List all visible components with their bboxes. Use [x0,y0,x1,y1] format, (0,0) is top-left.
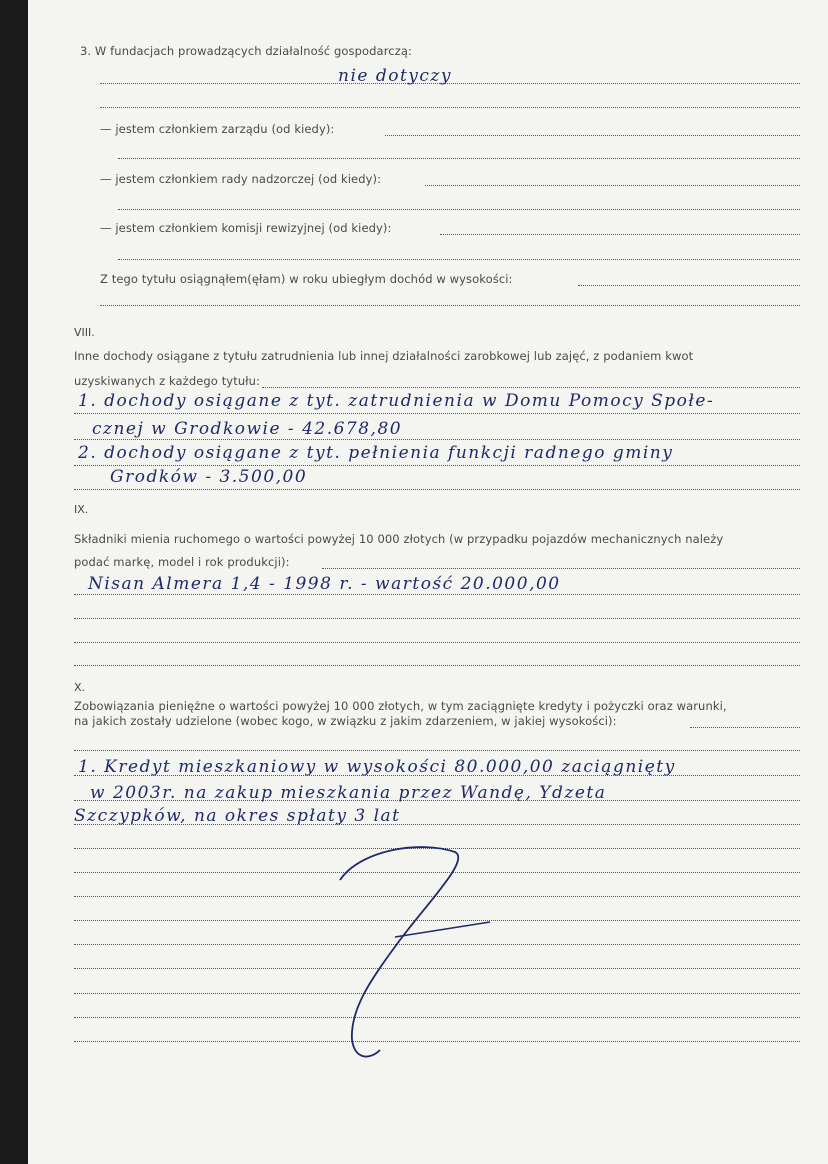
s8-hw-line: 1. dochody osiągane z tyt. zatrudnienia w Domu Pomocy Społe- [78,391,715,411]
s10-hw-line: Szczypków, na okres spłaty 3 lat [74,806,401,826]
section-viii-number: VIII. [74,326,95,339]
s8-hw-line: Grodków - 3.500,00 [110,467,308,487]
s10-hw-line: w 2003r. na zakup mieszkania przez Wandę, Ydzeta [90,783,607,803]
sec3-title: 3. W fundacjach prowadzących działalność gospodarczą: [80,44,412,58]
s9-hw-line: Nisan Almera 1,4 - 1998 r. - wartość 20.000,00 [88,574,561,594]
s8-line2: uzyskiwanych z każdego tytułu: [74,374,260,388]
s9-line1: Składniki mienia ruchomego o wartości powyżej 10 000 złotych (w przypadku pojazdów mechanicznych należy [74,532,724,546]
s10-line2: na jakich zostały udzielone (wobec kogo, w związku z jakim zdarzeniem, w jakiej wysokości): [74,714,617,728]
s8-line1: Inne dochody osiągane z tytułu zatrudnienia lub innej działalności zarobkowej lub zajęć, z podaniem kwot [74,349,694,363]
s8-hw-line: cznej w Grodkowie - 42.678,80 [92,419,403,439]
s10-line1: Zobowiązania pieniężne o wartości powyżej 10 000 złotych, w tym zaciągnięte kredyty i pożyczki oraz warunki, [74,699,727,713]
section-ix-number: IX. [74,503,89,516]
sec3-value: nie dotyczy [338,66,452,86]
sec3-zarzad-label: — jestem członkiem zarządu (od kiedy): [100,122,335,136]
s8-hw-line: 2. dochody osiągane z tyt. pełnienia funkcji radnego gminy [78,443,674,463]
sec3-rada-label: — jestem członkiem rady nadzorczej (od kiedy): [100,172,382,186]
sec3-komisja-label: — jestem członkiem komisji rewizyjnej (od kiedy): [100,221,392,235]
sec3-dochod-label: Z tego tytułu osiągnąłem(ęłam) w roku ubiegłym dochód w wysokości: [100,272,513,286]
section-x-number: X. [74,681,86,694]
s10-hw-line: 1. Kredyt mieszkaniowy w wysokości 80.000,00 zaciągnięty [78,757,676,777]
s9-line2: podać markę, model i rok produkcji): [74,555,290,569]
